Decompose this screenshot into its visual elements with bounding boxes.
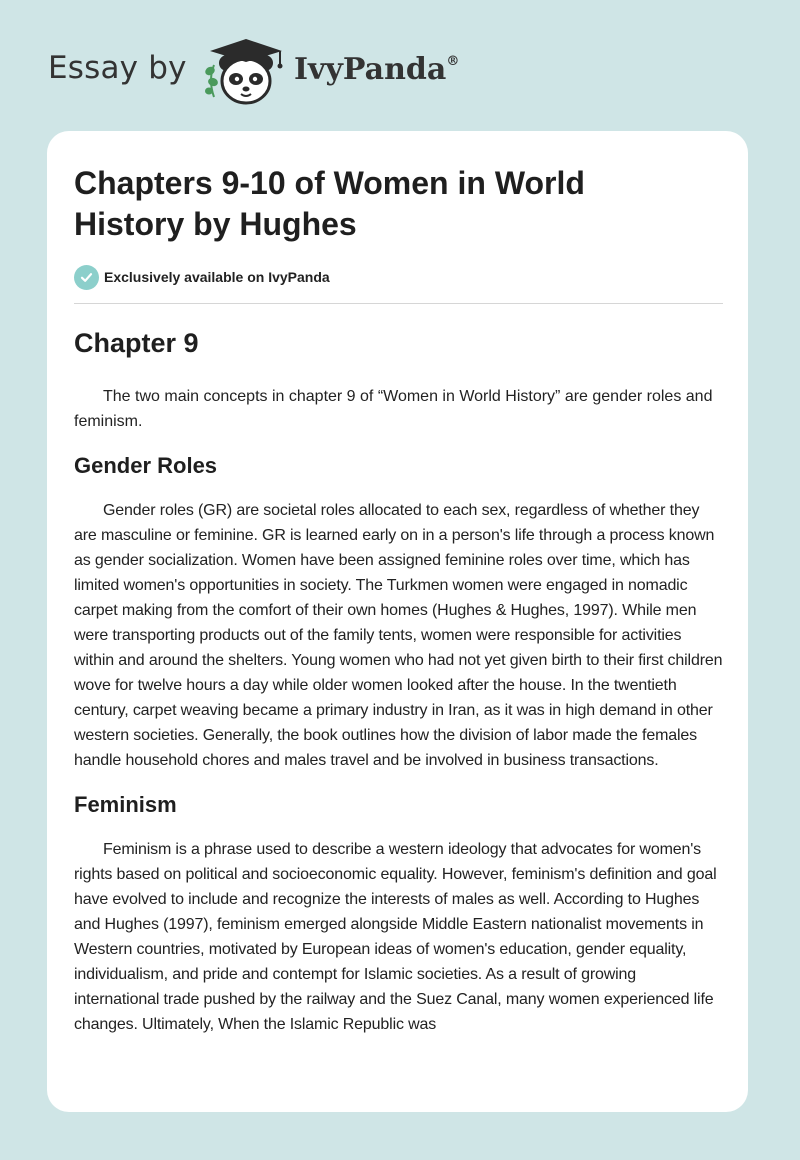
divider (74, 303, 723, 304)
exclusive-badge (74, 264, 330, 290)
registered-mark: ® (446, 54, 460, 69)
site-header (0, 0, 800, 130)
feminism-paragraph: Feminism is a phrase used to describe a western ideology that advocates for women's rights based on political and socioeconomic equality. However, feminism's definition and goal have evolved to include and recognize the interests of males as well. According to Hughes and Hughes (1997), feminism emerged alongside Middle Eastern nationalist movements in Western countries, motivated by European ideas of women's education, gender equality, individualism, and pride and contempt for Islamic societies. As a result of growing international trade pushed by the railway and the Suez Canal, many women experienced life changes. Ultimately, When the Islamic Republic was (74, 841, 717, 1033)
intro-paragraph: The two main concepts in chapter 9 of “Women in World History” are gender roles and feminism. (74, 388, 713, 430)
brand-name[interactable] (294, 52, 459, 87)
section-heading-feminism: Feminism (74, 792, 177, 817)
section-heading-gender-roles: Gender Roles (74, 453, 218, 478)
brand-label: IvyPanda (294, 52, 447, 87)
essay-card (47, 131, 748, 1112)
check-circle-icon (74, 265, 99, 290)
page-title: Chapters 9-10 of Women in World History by Hughes (74, 165, 585, 242)
panda-graduate-icon[interactable] (200, 35, 292, 107)
essay-body (74, 324, 724, 1054)
badge-label: Exclusively available on IvyPanda (104, 269, 330, 285)
essay-by-label: Essay by (48, 50, 187, 86)
gender-roles-paragraph: Gender roles (GR) are societal roles allocated to each sex, regardless of whether they are masculine or feminine. GR is learned early on in a person's life through a process known as gender socialization. Women have been assigned feminine roles over time, which has limited women's opportunities in society. The Turkmen women were engaged in nomadic carpet making from the comfort of their own homes (Hughes & Hughes, 1997). While men were transporting products out of the family tents, women were responsible for activities within and around the shelters. Young women who had not yet given birth to their first children wove for twelve hours a day while older women looked after the house. In the twentieth century, carpet weaving became a primary industry in Iran, as it was in high demand in other western societies. Generally, the book outlines how the division of labor made the females handle household chores and males travel and be involved in business transactions. (74, 502, 723, 769)
chapter-heading: Chapter 9 (74, 328, 199, 358)
